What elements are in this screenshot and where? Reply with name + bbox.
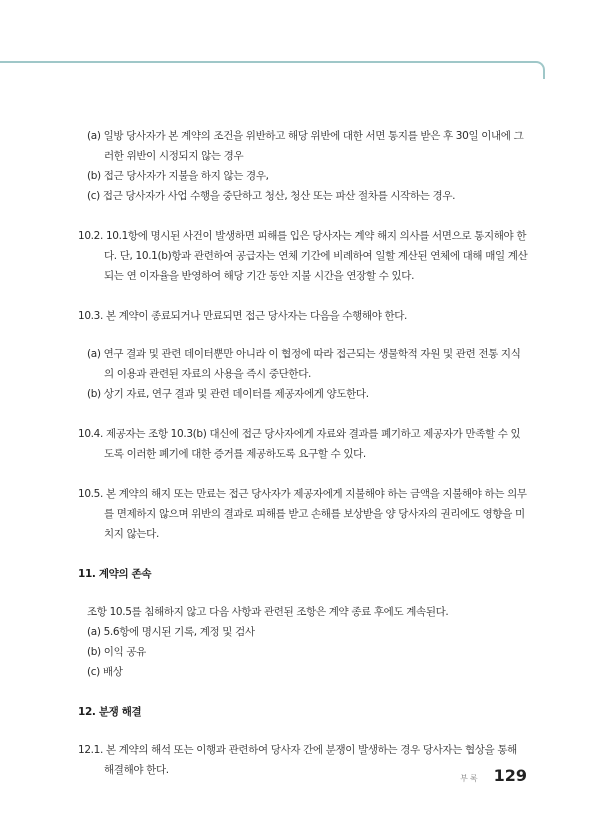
list-item: (c) 접근 당사자가 사업 수행을 중단하고 청산, 청산 또는 파산 절차를 시작하는 경우. (87, 190, 456, 202)
clause-10-2: 10.2. 10.1항에 명시된 사건이 발생하면 피해를 입은 당사자는 계약 해지 의사를 서면으로 통지해야 한다. 단, 10.1(b)항과 관련하여 공급자는 연체 기간에 비례하여 일할 계산된 연체에 대해 매일 계산되는 연 이자율을 반영하여 해당 기간 동안 지불 시간을 연장할 수 있다. (78, 230, 528, 282)
clause-10-3: 10.3. 본 계약이 종료되거나 만료되면 접근 당사자는 다음을 수행해야 한다. (78, 310, 408, 322)
clause-10-5: 10.5. 본 계약의 해지 또는 만료는 접근 당사자가 제공자에게 지불해야 하는 금액을 지불해야 하는 의무를 면제하지 않으며 위반의 결과로 피해를 받고 손해를 보상받을 양 당사자의 권리에도 영향을 미치지 않는다. (78, 488, 527, 540)
section-heading: 11. 계약의 존속 (78, 568, 152, 580)
clause-12-1: 12.1. 본 계약의 해석 또는 이행과 관련하여 당사자 간에 분쟁이 발생하는 경우 당사자는 협상을 통해 해결해야 한다. (78, 744, 517, 776)
section-heading: 12. 분쟁 해결 (78, 706, 142, 718)
page-number: 129 (493, 766, 527, 785)
header-corner-ornament (529, 61, 545, 79)
list-item: (a) 5.6항에 명시된 기록, 계정 및 검사 (87, 626, 255, 638)
header-rule (0, 61, 535, 63)
list-item: (b) 이익 공유 (87, 646, 146, 658)
list-item: (c) 배상 (87, 666, 123, 678)
list-item: (a) 연구 결과 및 관련 데이터뿐만 아니라 이 협정에 따라 접근되는 생물학적 자원 및 관련 전통 지식의 이용과 관련된 자료의 사용을 즉시 중단한다. (87, 348, 521, 380)
footer-label: 부록 (460, 774, 480, 783)
document-body (78, 126, 528, 780)
section-intro: 조항 10.5를 침해하지 않고 다음 사항과 관련된 조항은 계약 종료 후에도 계속된다. (87, 606, 449, 618)
list-item: (b) 접근 당사자가 지불을 하지 않는 경우, (87, 170, 269, 182)
list-item: (a) 일방 당사자가 본 계약의 조건을 위반하고 해당 위반에 대한 서면 통지를 받은 후 30일 이내에 그러한 위반이 시정되지 않는 경우 (87, 130, 524, 162)
clause-10-4: 10.4. 제공자는 조항 10.3(b) 대신에 접근 당사자에게 자료와 결과를 폐기하고 제공자가 만족할 수 있도록 이러한 폐기에 대한 증거를 제공하도록 요구할 수 있다. (78, 428, 521, 460)
list-item: (b) 상기 자료, 연구 결과 및 관련 데이터를 제공자에게 양도한다. (87, 388, 369, 400)
page-footer (460, 766, 527, 785)
